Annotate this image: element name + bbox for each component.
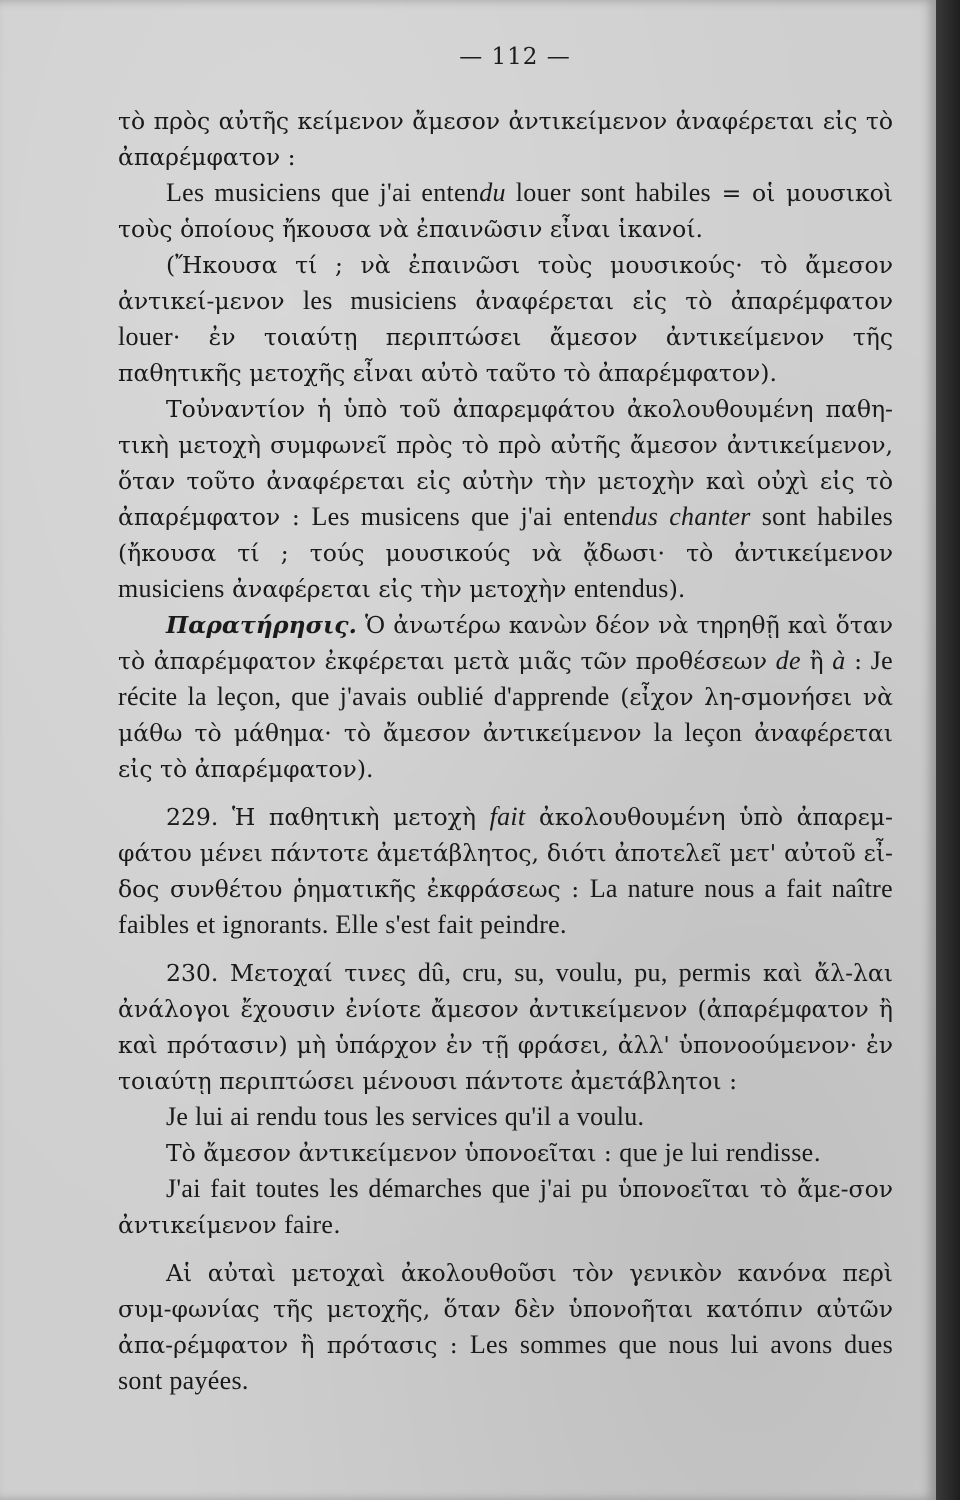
greek-text: ὑπονοεῖται τὸ ἄμε-σον ἀντικείμενον (118, 1175, 894, 1239)
greek-text: Τοὐναντίον ἡ ὑπὸ τοῦ ἀπαρεμφάτου ἀκολουθουμένη παθη-τικὴ μετοχὴ συμφωνεῖ πρὸς τὸ πρὸ αὐτῆς ἄμεσον ἀντικείμενον, ὅταν τοῦτο ἀναφέρεται εἰς αὐτὴν τὴν μετοχὴν καὶ οὐχὶ εἰς τὸ ἀπαρέμφατον : (118, 395, 893, 531)
french-term: musiciens (118, 574, 225, 603)
french-example-italic: dus chanter (621, 502, 751, 531)
paragraph-3 (118, 247, 893, 391)
french-term-italic: à (832, 646, 846, 675)
french-term: entendus (573, 574, 669, 603)
page-body (118, 103, 893, 1399)
french-term-italic: fait (489, 802, 526, 831)
greek-text: : (845, 647, 871, 675)
greek-text: ἀναφέρεται εἰς τὴν μετοχὴν (224, 575, 574, 603)
greek-text: Τὸ ἄμεσον ἀντικείμενον ὑπονοεῖται : (166, 1139, 620, 1167)
paragraph-example-2 (118, 1171, 893, 1243)
greek-text: τὸ πρὸς αὐτῆς κείμενον ἄμεσον ἀντικείμενον ἀναφέρεται εἰς τὸ ἀπαρέμφατον : (118, 107, 893, 171)
french-example: Je lui ai rendu tous les services qu'il a voulu. (166, 1102, 645, 1131)
french-example: que je lui rendisse (619, 1138, 814, 1167)
page-number: — 112 — (459, 44, 571, 70)
french-example: Les musiciens que j'ai enten (166, 178, 480, 207)
french-example: Je récite la leçon, que j'avais oublié d'apprende (118, 646, 893, 711)
french-term: la leçon (653, 718, 743, 747)
french-term: les musiciens (302, 286, 458, 315)
french-example-italic: du (479, 178, 506, 207)
french-term-italic: de (775, 646, 801, 675)
greek-text: (ἤκουσα τί ; τούς μουσικούς νὰ ᾄδωσι· τὸ ἀντικείμενον (118, 539, 893, 567)
greek-text: Αἱ αὐταὶ μετοχαὶ ἀκολουθοῦσι τὸν γενικὸν κανόνα περὶ συμ-φωνίας τῆς μετοχῆς, ὅταν δὲν ὑπονοῆται κατόπιν αὐτῶν ἀπα-ρέμφατον ἢ πρότασις : (118, 1259, 893, 1359)
french-example: louer sont habiles (505, 178, 711, 207)
paragraph-agreement-rule (118, 1255, 893, 1399)
paragraph-2 (118, 175, 893, 247)
greek-translation: = οἱ μουσικοὶ τοὺς ὁποίους ἤκουσα νὰ ἐπαινῶσιν εἶναι ἱκανοί. (118, 179, 893, 243)
french-example: Les sommes que nous lui avons dues sont payées. (118, 1330, 893, 1395)
paragraph-229 (118, 799, 893, 943)
paragraph-230 (118, 955, 893, 1099)
french-term: faire (284, 1210, 334, 1239)
remark-heading: Παρατήρησις. (166, 611, 357, 639)
greek-text: ἀκολουθουμένη ὑπὸ ἀπαρεμ-φάτου μένει πάντοτε ἀμετάβλητος, διότι ἀποτελεῖ μετ' αὐτοῦ εἶ-δος συνθέτου ῥηματικῆς ἐκφράσεως : (118, 803, 893, 903)
french-example: La nature nous a fait naître faibles et ignorants. Elle s'est fait peindre. (118, 874, 893, 939)
greek-text: . (333, 1211, 341, 1239)
french-example: sont habiles (750, 502, 894, 531)
greek-text: 229. Ἡ παθητικὴ μετοχὴ (166, 803, 490, 831)
greek-text: . (813, 1139, 821, 1167)
greek-text: · ἐν τοιαύτῃ περιπτώσει ἄμεσον ἀντικείμενον τῆς παθητικῆς μετοχῆς εἶναι αὐτὸ ταῦτο τὸ ἀπαρέμφατον). (118, 323, 893, 387)
greek-text: ἀναφέρεται εἰς τὸ ἀπαρέμφατον (457, 287, 893, 315)
greek-text: ἀναφέρεται εἰς τὸ ἀπαρέμφατον). (118, 719, 893, 783)
paragraph-implied-object (118, 1135, 893, 1171)
greek-text: ἢ (800, 647, 833, 675)
french-example: J'ai fait toutes les démarches que j'ai pu (166, 1174, 608, 1203)
paragraph-1 (118, 103, 893, 175)
greek-text: 230. Μετοχαί τινες (166, 959, 418, 987)
french-term: dû, cru, su, voulu, pu, permis (417, 958, 752, 987)
greek-text: Ὁ ἀνωτέρω κανὼν δέον νὰ τηρηθῇ καὶ ὅταν τὸ ἀπαρέμφατον ἐκφέρεται μετὰ μιᾶς τῶν προθέσεων (118, 611, 893, 675)
greek-text: ). (668, 575, 686, 603)
greek-text: (εἶχον λη-σμονήσει νὰ μάθω τὸ μάθημα· τὸ ἄμεσον ἀντικείμενον (118, 683, 893, 747)
paragraph-example-1 (118, 1099, 893, 1135)
paragraph-remark (118, 607, 893, 787)
greek-text: (Ἤκουσα τί ; νὰ ἐπαινῶσι τοὺς μουσικούς· τὸ ἄμεσον ἀντικεί-μενον (118, 251, 893, 315)
book-gutter-edge (936, 0, 960, 1500)
greek-text: καὶ ἄλ-λαι ἀνάλογοι ἔχουσιν ἐνίοτε ἄμεσον ἀντικείμενον (ἀπαρέμφατον ἢ καὶ πρότασιν) μὴ ὑπάρχον ἐν τῇ φράσει, ἀλλ' ὑπονοούμενον· ἐν τοιαύτῃ περιπτώσει μένουσι πάντοτε ἀμετάβλητοι : (118, 959, 893, 1095)
french-term: louer (118, 322, 173, 351)
paragraph-4 (118, 391, 893, 607)
french-example: Les musicens que j'ai enten (311, 502, 622, 531)
